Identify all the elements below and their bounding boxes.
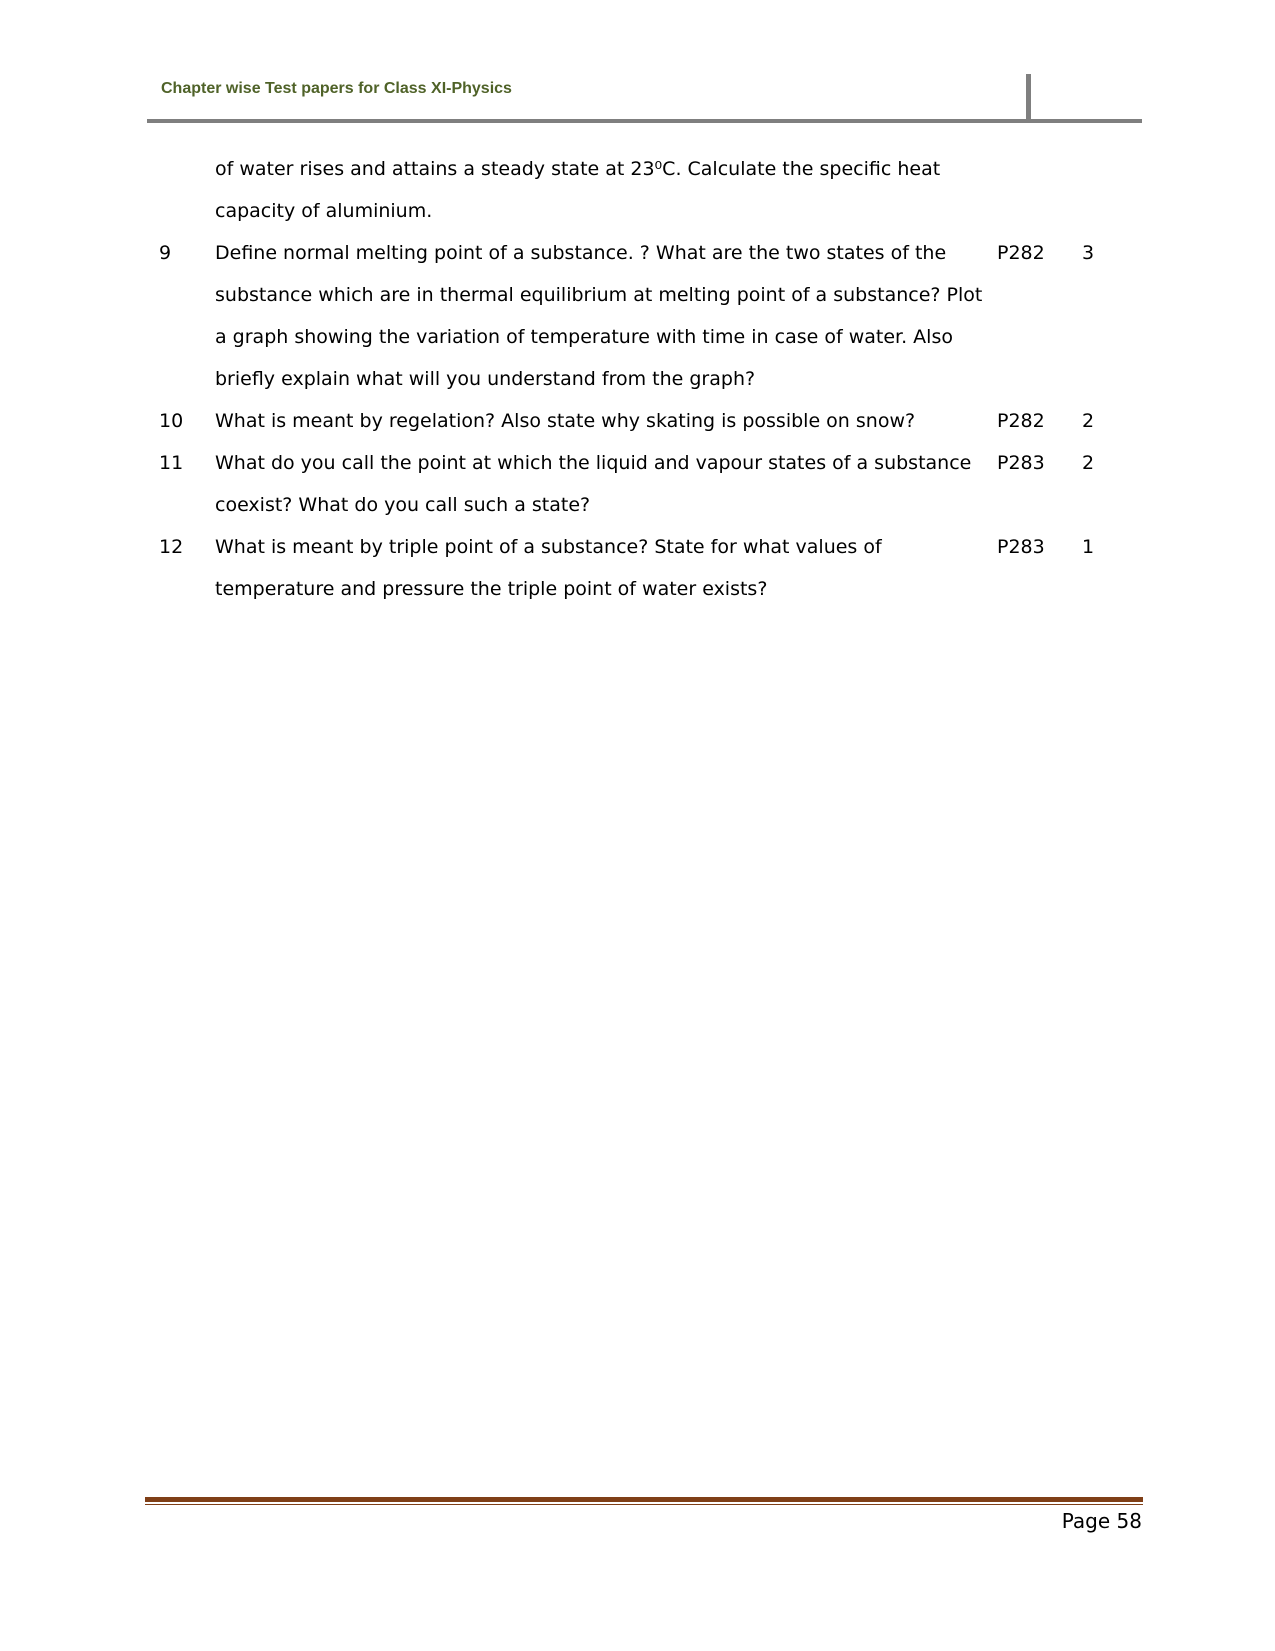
- question-marks: 2: [1082, 452, 1095, 474]
- question-text-line: temperature and pressure the triple point of water exists?: [215, 578, 768, 600]
- question-page-ref: P283: [997, 536, 1045, 558]
- question-text-line: of water rises and attains a steady state at 23⁰C. Calculate the specific heat: [215, 158, 941, 180]
- question-page-ref: P282: [997, 410, 1045, 432]
- question-marks: 1: [1082, 536, 1095, 558]
- question-row: [159, 442, 1109, 526]
- question-text-line: What is meant by regelation? Also state why skating is possible on snow?: [215, 410, 916, 432]
- question-marks: 3: [1082, 242, 1095, 264]
- question-text-line: briefly explain what will you understand from the graph?: [215, 368, 756, 390]
- question-text-line: capacity of aluminium.: [215, 200, 433, 222]
- question-text-line: coexist? What do you call such a state?: [215, 494, 591, 516]
- header-title: Chapter wise Test papers for Class XI-Physics: [161, 80, 512, 97]
- question-text: [215, 442, 997, 526]
- question-text: [215, 526, 997, 610]
- question-text: [215, 148, 997, 232]
- footer-rule-thin: [145, 1504, 1143, 1505]
- question-text-line: What is meant by triple point of a substance? State for what values of: [215, 536, 882, 558]
- question-text: [215, 400, 997, 442]
- question-row: [159, 148, 1109, 232]
- question-row: [159, 232, 1109, 400]
- question-page-ref: P282: [997, 242, 1045, 264]
- question-text-line: a graph showing the variation of temperature with time in case of water. Also: [215, 326, 953, 348]
- question-number: 10: [159, 410, 184, 432]
- question-text-line: Define normal melting point of a substance. ? What are the two states of the: [215, 242, 947, 264]
- question-text-line: What do you call the point at which the liquid and vapour states of a substance: [215, 452, 972, 474]
- question-text-line: substance which are in thermal equilibrium at melting point of a substance? Plot: [215, 284, 983, 306]
- question-row: [159, 526, 1109, 610]
- question-page-ref: P283: [997, 452, 1045, 474]
- questions-table: [159, 148, 1109, 610]
- header-divider-bar: [1026, 74, 1031, 121]
- page-number: Page 58: [1061, 1509, 1142, 1533]
- question-number: 9: [159, 242, 172, 264]
- question-text: [215, 232, 997, 400]
- question-number: 12: [159, 536, 184, 558]
- question-marks: 2: [1082, 410, 1095, 432]
- header-rule: [147, 119, 1142, 123]
- question-row: [159, 400, 1109, 442]
- question-number: 11: [159, 452, 184, 474]
- footer-rule: [145, 1497, 1143, 1502]
